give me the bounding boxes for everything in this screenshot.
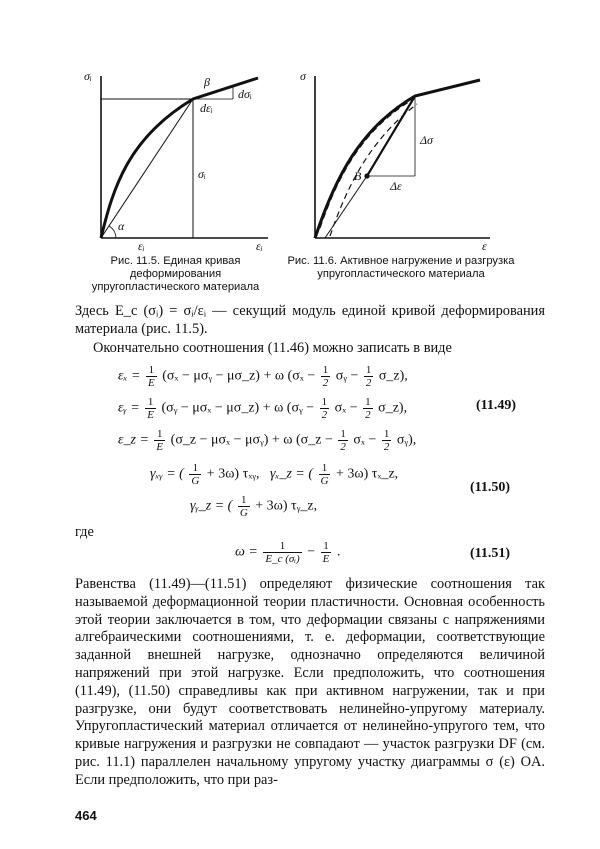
unloading-extension-line — [325, 176, 367, 238]
deformation-curve — [101, 75, 258, 238]
d-sigma-label: dσᵢ — [238, 87, 252, 101]
gamma-xz-rest: + 3ω) τₓ_z, — [335, 466, 399, 482]
equation-gamma-xy-xz — [150, 462, 398, 487]
one-over-g-fraction: $\frac{1}{G}$ — [320, 462, 329, 487]
half-fraction: $\frac{1}{2}$ — [383, 428, 390, 453]
eps-y-lhs: εᵧ = — [118, 400, 140, 416]
eps-z-lhs: ε_z = — [118, 432, 149, 448]
eps-x-rest: (σₓ − μσᵧ − μσ_z) + ω (σₓ − — [162, 368, 316, 384]
secant-line — [101, 99, 193, 238]
equation-number-11-51: (11.51) — [470, 546, 511, 561]
figure-11-5-caption: Рис. 11.5. Единая кривая деформирования упругопластического материала — [91, 255, 260, 293]
body-paragraph: Равенства (11.49)—(11.51) определяют физические соотношения так называемой деформационной теории пластичности. Основная особенность этой теории заключается в том, что деформации связаны с напряжениями алгебраическими соотношениями, т. е. деформации, соответствующие заданной внешней нагрузке, однозначно определяются величиной напряжений при этой нагрузке. Если предположить, что соотношения (11.49), (11.50) справедливы как при активном нагружении, так и при разгрузке, они будут соответствовать нелинейно-упругому материалу. Упругопластический материал отличается от нелинейно-упругого тем, что кривые нагружения и разгрузки не совпадают — участок разгрузки DF (см. рис. 11.1) параллелен начальному упругому участку диаграммы σ (ε) OA. Если предположить, что при раз- — [75, 576, 545, 788]
omega-lhs: ω = — [235, 544, 258, 560]
eps-z-end: σᵧ), — [396, 432, 417, 448]
beta-label: β — [204, 75, 210, 89]
delta-sigma-label: Δσ — [420, 133, 433, 147]
x-mark-label: εᵢ — [138, 239, 145, 253]
equation-gamma-yz — [190, 494, 317, 519]
one-over-g-fraction: $\frac{1}{G}$ — [191, 462, 200, 487]
loading-arrows-line — [320, 100, 412, 228]
one-over-e-fraction: $\frac{1}{E}$ — [147, 396, 154, 421]
eps-x-tail: σᵧ − — [335, 368, 359, 384]
half-fraction: $\frac{1}{2}$ — [321, 396, 328, 421]
figure-11-5 — [78, 68, 278, 253]
y-mark-label: σᵢ — [198, 167, 206, 181]
y-axis-label: σᵢ — [84, 69, 92, 83]
gamma-xy-rest: + 3ω) τₓᵧ, — [206, 466, 260, 482]
figure-11-6-caption: Рис. 11.6. Активное нагружение и разгрузка упругопластического материала — [287, 255, 515, 280]
loading-curve — [315, 80, 480, 238]
figure-11-6-drawing — [290, 68, 520, 253]
intro-paragraph-2: Окончательно соотношения (11.46) можно записать в виде — [93, 340, 452, 356]
intro-paragraph-1: Здесь E_c (σᵢ) = σᵢ/εᵢ — секущий модуль единой кривой деформирования материала (рис. 11.5). — [75, 303, 545, 337]
eps-z-tail: σₓ − — [353, 432, 377, 448]
eps-x-lhs: εₓ = — [118, 368, 141, 384]
half-fraction: $\frac{1}{2}$ — [365, 396, 371, 421]
figure-11-6 — [290, 68, 520, 253]
eps-y-end: σ_z), — [378, 400, 408, 416]
equation-eps-y — [118, 396, 407, 421]
half-fraction: $\frac{1}{2}$ — [365, 364, 372, 389]
x-axis-label: ε — [482, 239, 487, 253]
gamma-xy-lhs: γₓᵧ = ( — [150, 466, 184, 482]
one-over-e-fraction: $\frac{1}{E}$ — [322, 540, 330, 565]
x-axis-label: εᵢ — [256, 239, 263, 253]
eps-y-tail: σₓ − — [334, 400, 358, 416]
eps-x-end: σ_z), — [378, 368, 408, 384]
one-over-ec-fraction: $\frac{1}{\text{E\_c (σᵢ)}}$ — [265, 540, 300, 565]
half-fraction: $\frac{1}{2}$ — [322, 364, 329, 389]
gamma-yz-rest: + 3ω) τᵧ_z, — [255, 498, 318, 514]
page-number: 464 — [75, 808, 97, 823]
one-over-e-fraction: $\frac{1}{E}$ — [156, 428, 164, 453]
alpha-arc — [109, 226, 116, 238]
equation-number-11-49: (11.49) — [476, 398, 517, 413]
eps-z-rest: (σ_z − μσₓ − μσᵧ) + ω (σ_z − — [170, 432, 333, 448]
d-eps-label: dεᵢ — [200, 101, 213, 115]
where-word: где — [75, 524, 94, 540]
gamma-xz-lhs: γₓ_z = ( — [269, 466, 314, 482]
one-over-g-fraction: $\frac{1}{G}$ — [239, 494, 248, 519]
y-axis-label: σ — [300, 69, 306, 83]
one-over-e-fraction: $\frac{1}{E}$ — [147, 364, 155, 389]
equation-omega — [235, 540, 340, 565]
equation-eps-x — [118, 364, 408, 389]
alpha-label: α — [118, 219, 125, 233]
omega-mid: − — [307, 544, 316, 560]
omega-end: . — [336, 544, 341, 560]
equation-number-11-50: (11.50) — [470, 480, 511, 495]
half-fraction: $\frac{1}{2}$ — [340, 428, 346, 453]
gamma-yz-lhs: γᵧ_z = ( — [190, 498, 233, 514]
point-b-label: B — [354, 169, 362, 183]
unloading-line — [367, 96, 415, 176]
equation-eps-z — [118, 428, 416, 453]
delta-eps-label: Δε — [390, 179, 402, 193]
eps-y-rest: (σᵧ − μσₓ − μσ_z) + ω (σᵧ − — [161, 400, 315, 416]
